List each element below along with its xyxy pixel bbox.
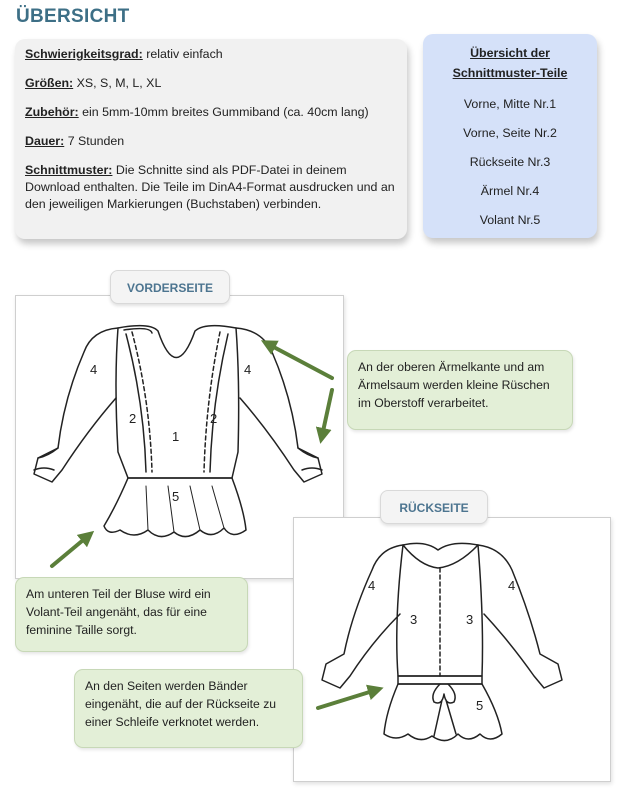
note-sleeve: An der oberen Ärmelkante und am Ärmelsaum werden kleine Rüschen im Oberstoff verarbeitet. (347, 350, 573, 430)
front-seam-right-2 (210, 334, 228, 472)
front-label-volant: 5 (172, 489, 180, 504)
front-view-tab: VORDERSEITE (110, 270, 230, 304)
pattern-value: Die Schnitte sind als PDF-Datei in deinem Download enthalten. Die Teile im DinA4-Format ausdrucken und an den jeweiligen Markierungen (Buchstaben) verbinden. (25, 163, 395, 211)
pattern-label: Schnittmuster: (25, 163, 113, 177)
front-seam-right (204, 332, 220, 472)
note-volant: Am unteren Teil der Bluse wird ein Volant-Teil angenäht, das für eine feminine Taille sorgt. (15, 577, 248, 652)
sizes-value: XS, S, M, L, XL (76, 76, 162, 90)
parts-title-line2: Schnittmuster-Teile (452, 66, 568, 80)
back-view-tab: RÜCKSEITE (380, 490, 488, 524)
difficulty-label: Schwierigkeitsgrad: (25, 47, 143, 61)
annotation-arrows (52, 344, 376, 708)
front-seam-left-2 (126, 334, 146, 472)
back-blouse-drawing (322, 543, 562, 740)
accessories-value: ein 5mm-10mm breites Gummiband (ca. 40cm lang) (82, 105, 369, 119)
front-bodice-outline (116, 326, 239, 478)
parts-item: Ärmel Nr.4 (480, 184, 540, 198)
accessories-label: Zubehör: (25, 105, 79, 119)
parts-title-line1: Übersicht der (470, 46, 550, 60)
back-left-sleeve (322, 545, 403, 688)
front-label-side-left: 2 (129, 411, 137, 426)
back-label-volant: 5 (476, 698, 484, 713)
parts-item: Rückseite Nr.3 (469, 155, 551, 169)
back-label-sleeve-right: 4 (508, 578, 516, 593)
sizes-label: Größen: (25, 76, 74, 90)
arrow-volant (52, 536, 88, 566)
front-sleeve-left (34, 328, 118, 482)
front-neckline (124, 329, 152, 333)
parts-item: Vorne, Seite Nr.2 (463, 126, 557, 140)
back-right-sleeve (478, 545, 562, 688)
duration-label: Dauer: (25, 134, 65, 148)
front-seam-left (132, 332, 152, 472)
duration-value: 7 Stunden (67, 134, 125, 148)
parts-item: Volant Nr.5 (479, 213, 541, 227)
front-volant-folds (146, 486, 224, 532)
back-volant-outline (384, 684, 502, 741)
arrow-ties (318, 690, 376, 708)
front-label-center: 1 (172, 429, 180, 444)
front-volant-outline (104, 478, 246, 537)
arrow-sleeve-top (268, 344, 332, 378)
back-waist-band (398, 676, 482, 684)
front-label-sleeve-left: 4 (90, 362, 98, 377)
page-title: ÜBERSICHT (16, 6, 130, 27)
parts-item: Vorne, Mitte Nr.1 (463, 97, 557, 111)
front-label-side-right: 2 (210, 411, 218, 426)
back-label-sleeve-left: 4 (368, 578, 376, 593)
back-label-left: 3 (410, 612, 418, 627)
arrow-sleeve-hem (322, 390, 332, 436)
front-label-sleeve-right: 4 (244, 362, 252, 377)
note-ties: An den Seiten werden Bänder eingenäht, die auf der Rückseite zu einer Schleife verknotet werden. (74, 669, 303, 748)
back-label-right: 3 (466, 612, 474, 627)
difficulty-value: relativ einfach (146, 47, 223, 61)
back-bow (433, 684, 456, 736)
